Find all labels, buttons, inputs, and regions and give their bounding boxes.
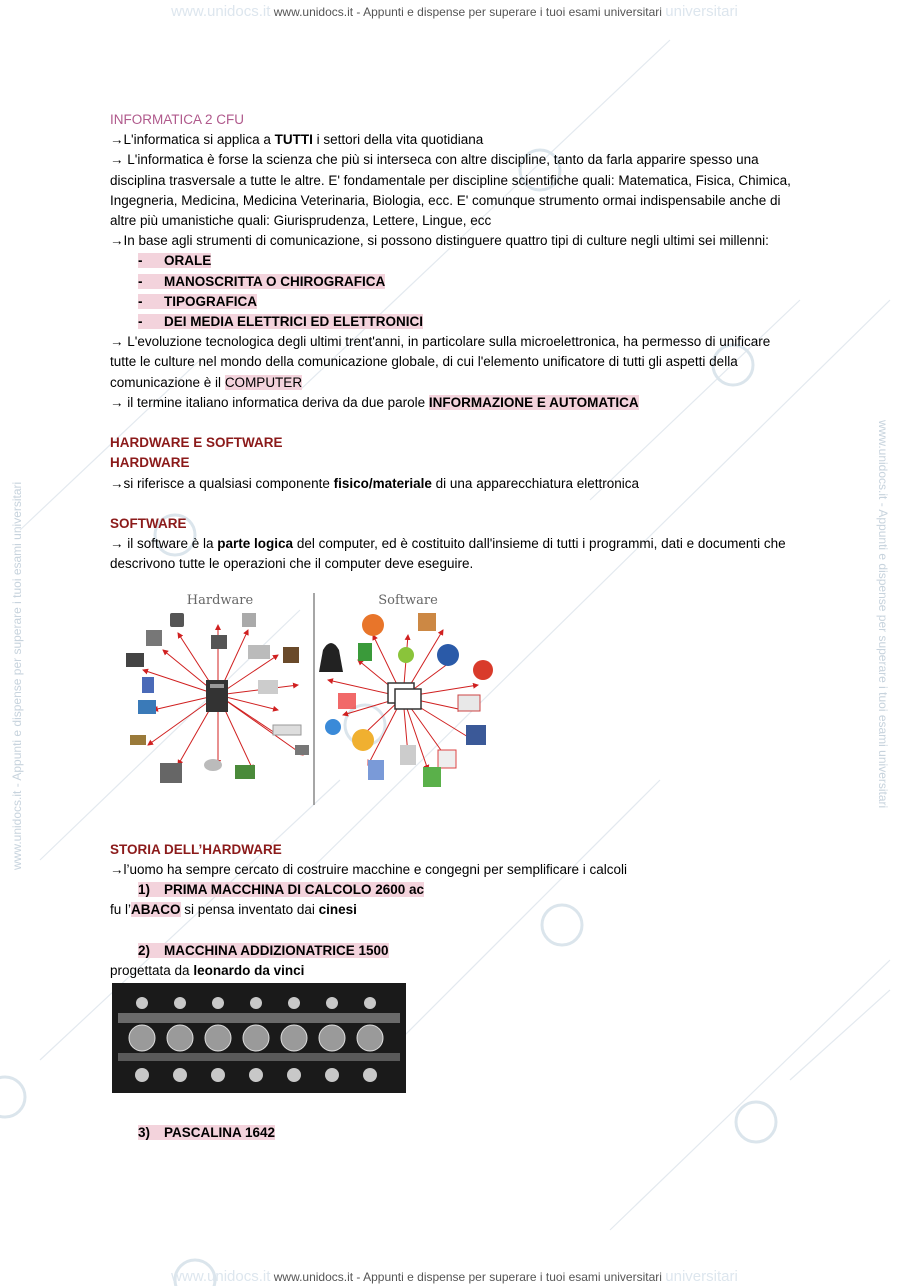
history-item [110, 1123, 800, 1143]
diagram-left-label: Hardware [186, 592, 254, 608]
paragraph-tutti [110, 130, 800, 150]
culture-label: DEI MEDIA ELETTRICI ED ELETTRONICI [164, 314, 424, 330]
paragraph-software [110, 534, 800, 574]
text: progettata da [110, 962, 194, 978]
bold-text: fisico/materiale [333, 475, 432, 491]
list-item [110, 272, 800, 292]
item-label: MACCHINA ADDIZIONATRICE 1500 [164, 942, 389, 958]
diagram-illustration [118, 585, 508, 810]
side-watermark-right: www.unidocs.it - Appunti e dispense per superare i tuoi esami universitari [876, 420, 890, 809]
history-item [110, 941, 800, 961]
section-title-history: STORIA DELL’HARDWARE [110, 841, 282, 857]
item-number: 2) [138, 942, 151, 958]
text: del computer, ed è costituito dall'insieme di tutti i programmi, dati e documenti che descrivono tutte le operazioni che il computer deve eseguire. [110, 536, 786, 572]
adding-machine-photo [112, 983, 406, 1093]
text: fu l’ [110, 902, 132, 918]
text: i settori della vita quotidiana [312, 132, 484, 148]
page-footer [0, 1268, 909, 1285]
text: si pensa inventato dai [180, 902, 319, 918]
footer-text: www.unidocs.it - Appunti e dispense per superare i tuoi esami universitari [273, 1270, 662, 1284]
item-number: 3) [138, 1125, 151, 1141]
footer-ghost-left: www.unidocs.it [171, 1268, 271, 1285]
text: →L'informatica si applica a [110, 132, 275, 148]
bold-text: parte logica [217, 536, 294, 552]
footer-ghost-right: universitari [665, 1268, 738, 1285]
bold-text: leonardo da vinci [193, 962, 305, 978]
paragraph-leonardo [110, 961, 800, 981]
side-watermark-left: www.unidocs.it - Appunti e dispense per superare i tuoi esami universitari [10, 481, 24, 870]
text: di una apparecchiatura elettronica [431, 475, 640, 491]
paragraph-abaco [110, 900, 800, 920]
item-label: PRIMA MACCHINA DI CALCOLO 2600 ac [164, 882, 425, 898]
culture-label: TIPOGRAFICA [164, 293, 257, 309]
document-body [110, 110, 800, 1143]
paragraph-culture: →In base agli strumenti di comunicazione, si possono distinguere quattro tipi di culture negli ultimi sei millenni: [110, 233, 769, 249]
paragraph-history-intro: →l’uomo ha sempre cercato di costruire macchine e congegni per semplificare i calcoli [110, 861, 627, 877]
list-item [110, 251, 800, 271]
culture-label: ORALE [164, 253, 212, 269]
section-title-software: SOFTWARE [110, 516, 187, 532]
dash: - [138, 314, 143, 330]
hardware-software-diagram [118, 585, 508, 820]
list-item [110, 292, 800, 312]
paragraph-hardware [110, 474, 800, 494]
header-text: www.unidocs.it - Appunti e dispense per superare i tuoi esami universitari [273, 5, 662, 19]
highlight-etymology: INFORMAZIONE E AUTOMATICA [428, 394, 639, 410]
list-item [110, 312, 800, 332]
paragraph-discipline: → L'informatica è forse la scienza che più si interseca con altre discipline, tanto da farla apparire spesso una disciplina trasversale a tutte le altre. E' fondamentale per discipline scientifiche quali: Matematica, Fisica, Chimica, Ingegneria, Medicina, Medicina Veterinaria, Biologia, ecc. E' comunque strumento ormai indispensabile anche di altre più umanistiche quali: Giurisprudenza, Lettere, Lingue, ecc [110, 152, 791, 229]
text: →si riferisce a qualsiasi componente [110, 475, 334, 491]
diagram-right-label: Software [378, 592, 438, 608]
highlight-abaco: ABACO [131, 902, 181, 918]
doc-title: INFORMATICA 2 CFU [110, 112, 245, 127]
paragraph-computer [110, 332, 800, 393]
bold-text: TUTTI [274, 132, 313, 148]
dash: - [138, 253, 143, 269]
page-header [0, 3, 909, 20]
text: → il software è la [110, 536, 218, 552]
dash: - [138, 293, 143, 309]
culture-label: MANOSCRITTA O CHIROGRAFICA [164, 273, 386, 289]
bold-text: cinesi [318, 902, 357, 918]
header-ghost-left: www.unidocs.it [171, 3, 271, 20]
section-title-hw-sw: HARDWARE E SOFTWARE [110, 435, 283, 451]
section-title-hardware: HARDWARE [110, 455, 190, 471]
text: → L'evoluzione tecnologica degli ultimi trent'anni, in particolare sulla microelettronica, ha permesso di unificare tutte le culture nel mondo della comunicazione globale, di cui l'elemento unificatore di tutti gli aspetti della comunicazione è il [110, 334, 771, 390]
paragraph-etymology [110, 393, 800, 413]
history-item [110, 880, 800, 900]
item-label: PASCALINA 1642 [164, 1125, 276, 1141]
header-ghost-right: universitari [665, 3, 738, 20]
dash: - [138, 273, 143, 289]
highlight-computer: COMPUTER [224, 374, 303, 390]
text: → il termine italiano informatica deriva da due parole [110, 394, 429, 410]
item-number: 1) [138, 882, 151, 898]
